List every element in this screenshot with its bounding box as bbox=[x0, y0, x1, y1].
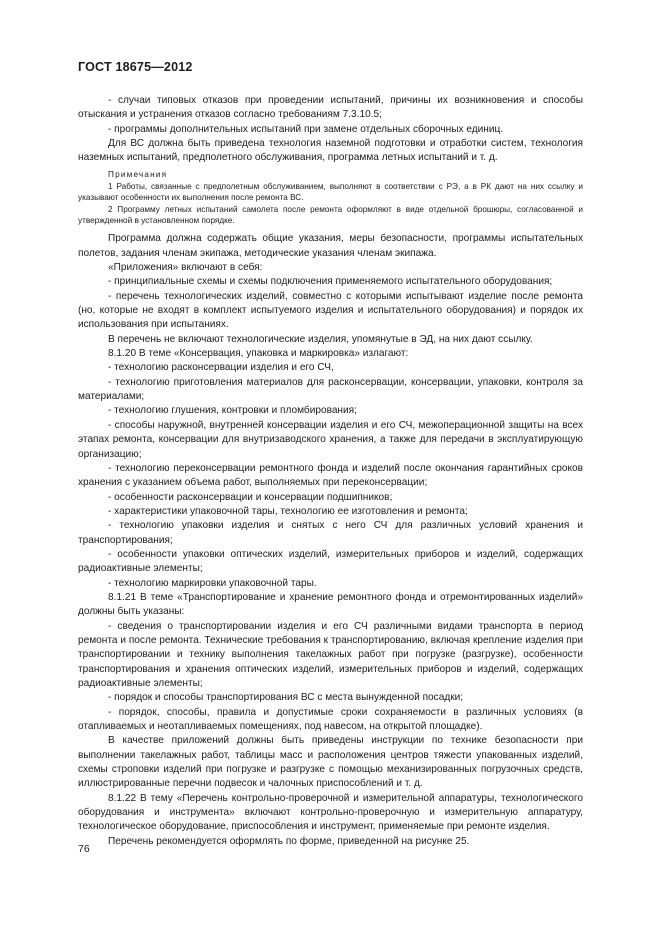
note-item: 2 Программу летных испытаний самолета после ремонта оформляют в виде отдельной брошюры, согласованной и утвержденной в установленном порядке. bbox=[78, 204, 583, 225]
paragraph: «Приложения» включают в себя: bbox=[108, 262, 263, 274]
section-8-1-20: 8.1.20 В теме «Консервация, упаковка и маркировка» излагают: bbox=[108, 348, 409, 360]
paragraph: - технологию приготовления материалов для расконсервации, консервации, упаковки, контроля за материалами; bbox=[78, 376, 583, 403]
paragraph: В качестве приложений должны быть приведены инструкции по технике безопасности при выполнении такелажных работ, таблицы масс и расположения центров тяжести упакованных изделий, схемы строповки изделий при погрузке и разгрузке с помощью механизированных погрузочных средств, иллюстрированные перечни подвесок и чалочных приспособлений и т. д. bbox=[78, 735, 583, 790]
paragraph: - программы дополнительных испытаний при замене отдельных сборочных единиц. bbox=[108, 123, 504, 135]
paragraph: - перечень технологических изделий, совместно с которыми испытывают изделие после ремонта (но, которые не входят в комплект испытуемого изделия и испытательного оборудования) и порядок их использования при испытаниях. bbox=[78, 290, 583, 331]
paragraph: - технологию упаковки изделия и снятых с него СЧ для различных условий хранения и транспортирования; bbox=[78, 520, 583, 546]
paragraph: - особенности упаковки оптических изделий, измерительных приборов и изделий, содержащих радиоактивные элементы; bbox=[78, 548, 583, 575]
paragraph: Перечень рекомендуется оформлять по форме, приведенной на рисунке 25. bbox=[108, 835, 470, 847]
paragraph: - случаи типовых отказов при проведении испытаний, причины их возникновения и способы отыскания и устранения отказов согласно требованиям 7.3.10.5; bbox=[78, 95, 583, 121]
paragraph: - способы наружной, внутренней консервации изделия и его СЧ, межоперационной защиты на всех этапах ремонта, консервации для внутризаводского хранения, а также для передачи в эксплуатирующую организацию; bbox=[78, 419, 583, 460]
paragraph: - технологию расконсервации изделия и его СЧ, bbox=[108, 362, 334, 374]
note-item: 1 Работы, связанные с предполетным обслуживанием, выполняют в соответствии с РЭ, а в РК дают на них ссылку и указывают особенности их выполнения после ремонта ВС. bbox=[78, 181, 583, 203]
paragraph: В перечень не включают технологические изделия, упомянутые в ЭД, на них дают ссылку. bbox=[108, 333, 533, 345]
notes-block bbox=[78, 169, 583, 227]
paragraph: - порядок, способы, правила и допустимые сроки сохраняемости в различных условиях (в отапливаемых и неотапливаемых помещениях, под навесом, на открытой площадке). bbox=[78, 706, 583, 733]
paragraph: Для ВС должна быть приведена технология наземной подготовки и отработки систем, технология наземных испытаний, предполетного обслуживания, программа летных испытаний и т. д. bbox=[78, 138, 583, 164]
paragraph: - характеристики упаковочной тары, технологию ее изготовления и ремонта; bbox=[108, 505, 468, 517]
section-8-1-22: 8.1.22 В тему «Перечень контрольно-проверочной и измерительной аппаратуры, технологического оборудования и инструмента» включают контрольно-проверочную и измерительную аппаратуру, технологическое оборудование, приспособления и инструмент, применяемые при ремонте изделия. bbox=[78, 792, 583, 833]
paragraph: - технологию переконсервации ремонтного фонда и изделий после окончания гарантийных сроков хранения с указанием объема работ, выполняемых при переконсервации; bbox=[78, 462, 583, 489]
section-8-1-21: 8.1.21 В теме «Транспортирование и хранение ремонтного фонда и отремонтированных изделий» должны быть указаны: bbox=[78, 591, 583, 618]
paragraph: - технологию маркировки упаковочной тары. bbox=[108, 577, 317, 589]
paragraph: Программа должна содержать общие указания, меры безопасности, программы испытательных полетов, задания членам экипажа, методические указания членам экипажа. bbox=[78, 233, 583, 259]
notes-title: Примечания bbox=[108, 169, 168, 179]
document-body bbox=[78, 94, 583, 849]
paragraph: - порядок и способы транспортирования ВС с места вынужденной посадки; bbox=[108, 692, 464, 704]
document-header: ГОСТ 18675—2012 bbox=[78, 60, 193, 74]
paragraph: - технологию глушения, контровки и пломбирования; bbox=[108, 405, 357, 417]
paragraph: - сведения о транспортировании изделия и его СЧ различными видами транспорта в период ремонта и после ремонта. Технические требования к транспортированию, включая крепление изделия при транспортировании и технику выполнения такелажных работ при погрузке (разгрузке), особенности транспортирования и хранения оптических изделий, измерительных приборов и изделий, содержащих радиоактивные элементы; bbox=[78, 620, 583, 689]
paragraph: - принципиальные схемы и схемы подключения применяемого испытательного оборудования; bbox=[108, 276, 553, 288]
paragraph: - особенности расконсервации и консервации подшипников; bbox=[108, 491, 393, 503]
page-number: 76 bbox=[78, 843, 90, 855]
